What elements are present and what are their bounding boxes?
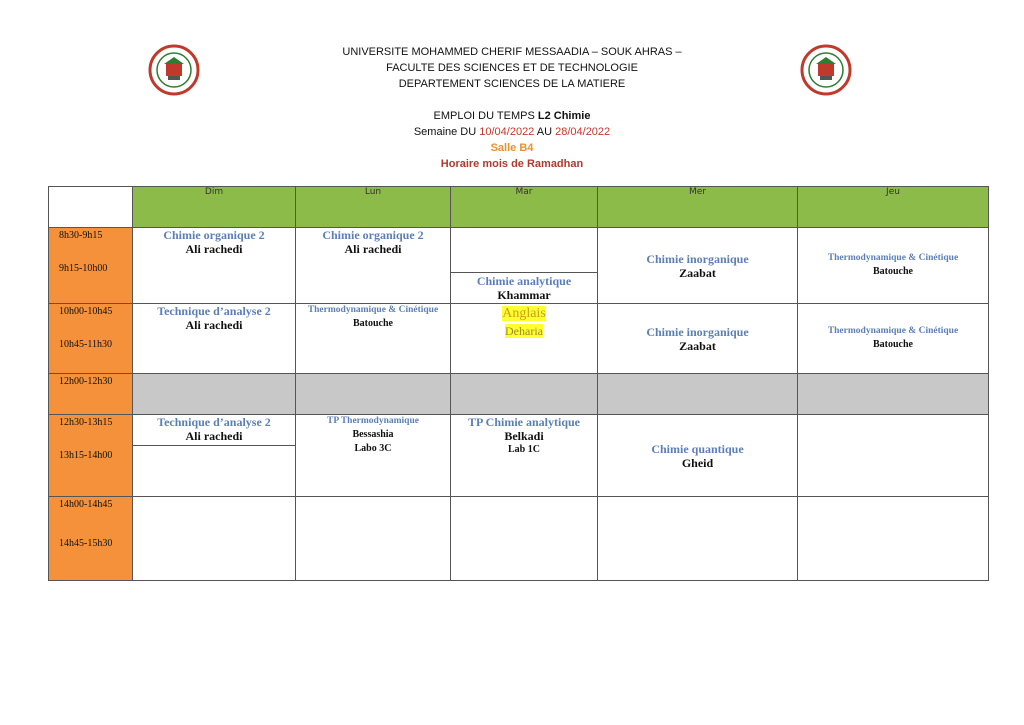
faculty-name: FACULTE DES SCIENCES ET DE TECHNOLOGIE xyxy=(386,62,638,74)
subject: Technique d’analyse 2 xyxy=(157,304,271,318)
time-cell: 8h30-9h15 9h15-10h00 xyxy=(49,228,133,304)
session-cell xyxy=(451,228,598,304)
session-cell xyxy=(296,304,451,374)
session-cell xyxy=(296,228,451,304)
week-end: 28/04/2022 xyxy=(555,126,611,138)
teacher: Belkadi xyxy=(504,429,544,443)
session-cell xyxy=(451,304,598,374)
teacher: Ali rachedi xyxy=(344,242,402,256)
break-cell xyxy=(598,374,798,415)
subject: Chimie inorganique xyxy=(646,251,749,266)
subject: Anglais xyxy=(502,306,546,321)
subject: Chimie organique 2 xyxy=(322,228,424,242)
slot-row-3 xyxy=(49,415,989,497)
break-cell xyxy=(133,374,296,415)
break-cell xyxy=(451,374,598,415)
session-cell xyxy=(296,415,451,497)
empty-cell xyxy=(598,497,798,581)
department-name: DEPARTEMENT SCIENCES DE LA MATIERE xyxy=(398,78,626,90)
university-name: UNIVERSITE MOHAMMED CHERIF MESSAADIA – SOUK AHRAS – xyxy=(342,46,682,58)
time-cell: 12h30-13h15 13h15-14h00 xyxy=(49,415,133,497)
teacher: Ali rachedi xyxy=(185,318,243,332)
subject: Chimie quantique xyxy=(651,441,744,456)
session-cell xyxy=(133,228,296,304)
session-cell xyxy=(451,415,598,497)
teacher: Ali rachedi xyxy=(185,429,243,443)
schedule-title: EMPLOI DU TEMPS L2 Chimie xyxy=(433,110,591,122)
slot-row-2 xyxy=(49,304,989,374)
subject: Chimie analytique xyxy=(476,274,572,288)
timetable xyxy=(48,186,989,581)
subject: TP Chimie analytique xyxy=(467,415,580,429)
empty-cell xyxy=(798,497,989,581)
corner-cell xyxy=(49,187,133,228)
room-label: Salle B4 xyxy=(490,142,534,154)
session-cell xyxy=(598,228,798,304)
time-cell: 10h00-10h45 10h45-11h30 xyxy=(49,304,133,374)
subject: Thermodynamique & Cinétique xyxy=(827,253,959,263)
break-row xyxy=(49,374,989,415)
week-start: 10/04/2022 xyxy=(479,126,535,138)
subject: Technique d’analyse 2 xyxy=(157,415,271,429)
teacher: Batouche xyxy=(873,339,913,350)
subject: Thermodynamique & Cinétique xyxy=(307,305,439,315)
class-name: L2 Chimie xyxy=(537,110,591,122)
session-cell xyxy=(133,415,296,497)
break-cell xyxy=(798,374,989,415)
teacher: Bessashia xyxy=(352,429,394,440)
day-header-lun: Lun xyxy=(296,187,451,228)
teacher: Zaabat xyxy=(679,338,716,353)
session-cell xyxy=(798,228,989,304)
slot-row-4 xyxy=(49,497,989,581)
teacher: Ali rachedi xyxy=(185,242,243,256)
teacher: Zaabat xyxy=(679,265,716,280)
session-cell xyxy=(598,304,798,374)
teacher: Khammar xyxy=(497,288,551,302)
teacher: Batouche xyxy=(353,318,393,329)
week-range: Semaine DU 10/04/2022 AU 28/04/2022 xyxy=(413,126,611,138)
teacher: Deharia xyxy=(505,324,543,338)
day-header-mer: Mer xyxy=(598,187,798,228)
empty-cell xyxy=(798,415,989,497)
empty-cell xyxy=(133,497,296,581)
subject: Thermodynamique & Cinétique xyxy=(827,326,959,336)
empty-cell xyxy=(296,497,451,581)
subject: Chimie organique 2 xyxy=(163,228,265,242)
teacher: Gheid xyxy=(681,455,714,470)
day-header-jeu: Jeu xyxy=(798,187,989,228)
teacher: Batouche xyxy=(873,266,913,277)
session-cell xyxy=(133,304,296,374)
session-cell xyxy=(798,304,989,374)
time-cell: 14h00-14h45 14h45-15h30 xyxy=(49,497,133,581)
time-cell: 12h00-12h30 xyxy=(49,374,133,415)
day-header-dim: Dim xyxy=(133,187,296,228)
slot-row-1 xyxy=(49,228,989,304)
room: Lab 1C xyxy=(508,444,540,455)
break-cell xyxy=(296,374,451,415)
day-header-mar: Mar xyxy=(451,187,598,228)
subject: Chimie inorganique xyxy=(646,324,749,339)
empty-cell xyxy=(451,497,598,581)
schedule-note: Horaire mois de Ramadhan xyxy=(440,158,584,170)
schedule-title-block xyxy=(0,108,1024,172)
subject: TP Thermodynamique xyxy=(327,416,419,426)
day-header-row xyxy=(49,187,989,228)
room: Labo 3C xyxy=(354,443,392,454)
session-cell xyxy=(598,415,798,497)
institution-header xyxy=(0,44,1024,92)
